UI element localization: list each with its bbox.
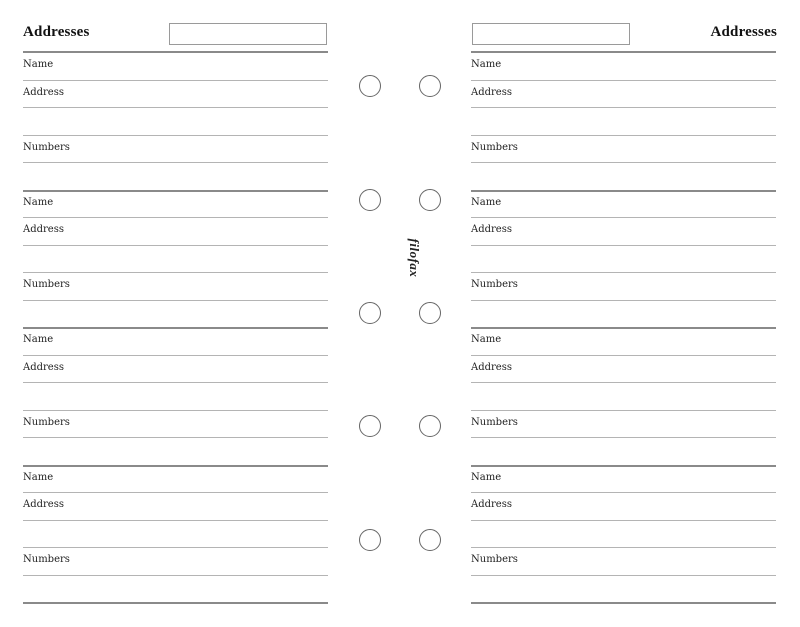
address-label: Address: [471, 87, 512, 98]
numbers-label: Numbers: [471, 142, 518, 153]
numbers-label: Numbers: [471, 279, 518, 290]
ruled-line: [471, 382, 776, 383]
ruled-line: [471, 162, 776, 163]
ruled-line: [471, 437, 776, 438]
header-rule: [23, 51, 328, 53]
ruled-line: [23, 410, 328, 411]
left-address-page: [23, 0, 329, 627]
ruled-line: [471, 547, 776, 548]
address-label: Address: [23, 362, 64, 373]
address-label: Address: [23, 87, 64, 98]
numbers-label: Numbers: [23, 279, 70, 290]
entry-divider: [23, 190, 328, 192]
name-label: Name: [23, 197, 54, 208]
ruled-line: [23, 382, 328, 383]
binder-hole: [419, 189, 441, 211]
ruled-line: [471, 300, 776, 301]
entry-divider: [23, 465, 328, 467]
ruled-line: [471, 245, 776, 246]
address-label: Address: [471, 224, 512, 235]
entry-divider: [471, 190, 776, 192]
ruled-line: [471, 410, 776, 411]
name-label: Name: [23, 59, 54, 70]
entry-divider: [23, 602, 328, 604]
index-tab-field[interactable]: [472, 23, 630, 45]
ruled-line: [23, 162, 328, 163]
ruled-line: [23, 245, 328, 246]
name-label: Name: [471, 197, 502, 208]
binder-hole: [359, 529, 381, 551]
name-label: Name: [471, 334, 502, 345]
name-label: Name: [471, 59, 502, 70]
ruled-line: [471, 520, 776, 521]
brand-logo: filofax: [407, 238, 422, 278]
entry-divider: [471, 602, 776, 604]
index-tab-field[interactable]: [169, 23, 327, 45]
name-label: Name: [471, 472, 502, 483]
entry-divider: [23, 327, 328, 329]
ruled-line: [23, 492, 328, 493]
ruled-line: [471, 80, 776, 81]
binder-hole: [419, 75, 441, 97]
ruled-line: [23, 355, 328, 356]
ruled-line: [23, 272, 328, 273]
ruled-line: [23, 80, 328, 81]
ruled-line: [471, 135, 776, 136]
numbers-label: Numbers: [471, 554, 518, 565]
ruled-line: [471, 575, 776, 576]
name-label: Name: [23, 334, 54, 345]
right-address-page: [471, 0, 777, 627]
name-label: Name: [23, 472, 54, 483]
entry-divider: [471, 327, 776, 329]
binder-hole: [419, 302, 441, 324]
binder-hole: [359, 189, 381, 211]
ruled-line: [23, 217, 328, 218]
ruled-line: [23, 520, 328, 521]
numbers-label: Numbers: [23, 554, 70, 565]
address-label: Address: [471, 499, 512, 510]
header-rule: [471, 51, 776, 53]
address-label: Address: [471, 362, 512, 373]
numbers-label: Numbers: [23, 142, 70, 153]
ruled-line: [23, 575, 328, 576]
ruled-line: [471, 272, 776, 273]
page-title: Addresses: [23, 24, 90, 40]
address-label: Address: [23, 499, 64, 510]
numbers-label: Numbers: [23, 417, 70, 428]
binder-hole: [359, 75, 381, 97]
ruled-line: [471, 355, 776, 356]
ruled-line: [23, 300, 328, 301]
page-title: Addresses: [710, 24, 777, 40]
binder-hole: [419, 415, 441, 437]
ruled-line: [471, 217, 776, 218]
ruled-line: [23, 547, 328, 548]
ruled-line: [23, 107, 328, 108]
ruled-line: [471, 492, 776, 493]
numbers-label: Numbers: [471, 417, 518, 428]
binder-hole: [359, 302, 381, 324]
ruled-line: [23, 437, 328, 438]
binder-hole: [359, 415, 381, 437]
entry-divider: [471, 465, 776, 467]
binder-hole: [419, 529, 441, 551]
address-label: Address: [23, 224, 64, 235]
ruled-line: [23, 135, 328, 136]
ruled-line: [471, 107, 776, 108]
